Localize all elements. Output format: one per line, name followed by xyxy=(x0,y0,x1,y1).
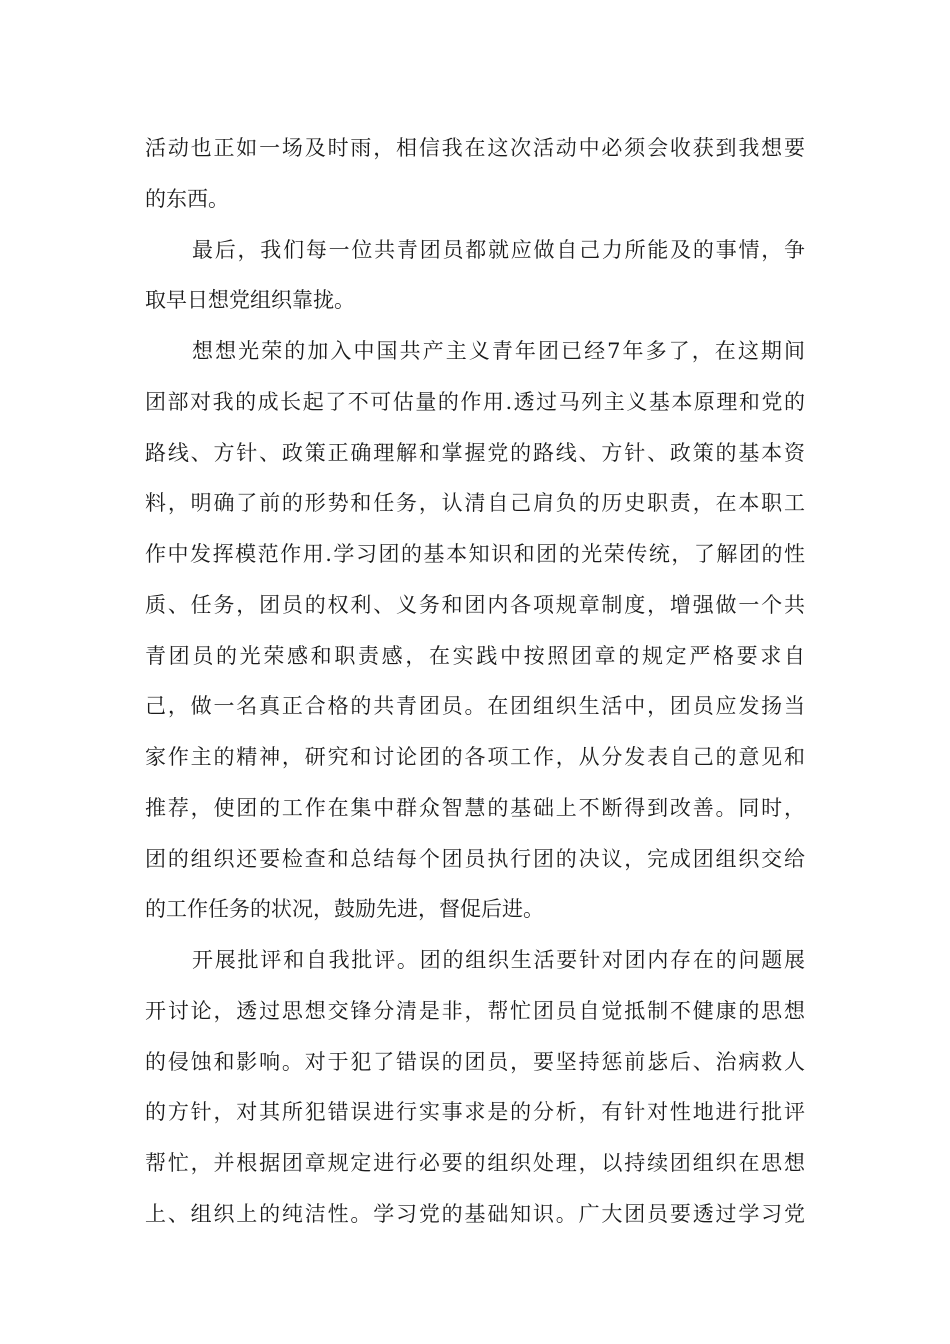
text-line: 青团员的光荣感和职责感，在实践中按照团章的规定严格要求自 xyxy=(145,644,805,668)
text-line: 开展批评和自我批评。团的组织生活要针对团内存在的问题展 xyxy=(192,948,805,972)
text-line: 团部对我的成长起了不可估量的作用.透过马列主义基本原理和党的 xyxy=(145,390,805,414)
text-line: 推荐，使团的工作在集中群众智慧的基础上不断得到改善。同时， xyxy=(145,796,805,820)
text-line: 己，做一名真正合格的共青团员。在团组织生活中，团员应发扬当 xyxy=(145,694,805,718)
text-line: 最后，我们每一位共青团员都就应做自己力所能及的事情，争 xyxy=(192,238,805,262)
text-line: 上、组织上的纯洁性。学习党的基础知识。广大团员要透过学习党 xyxy=(145,1202,805,1226)
text-line: 的东西。 xyxy=(145,187,229,211)
text-line: 家作主的精神，研究和讨论团的各项工作，从分发表自己的意见和 xyxy=(145,745,805,769)
text-line: 开讨论，透过思想交锋分清是非，帮忙团员自觉抵制不健康的思想 xyxy=(145,999,805,1023)
text-line: 作中发挥模范作用.学习团的基本知识和团的光荣传统，了解团的性 xyxy=(145,542,805,566)
text-line: 想想光荣的加入中国共产主义青年团已经7年多了，在这期间 xyxy=(192,339,805,363)
text-line: 活动也正如一场及时雨，相信我在这次活动中必须会收获到我想要 xyxy=(145,136,805,160)
text-line: 的工作任务的状况，鼓励先进，督促后进。 xyxy=(145,897,544,921)
text-line: 的方针，对其所犯错误进行实事求是的分析，有针对性地进行批评 xyxy=(145,1100,805,1124)
text-line: 料，明确了前的形势和任务，认清自己肩负的历史职责，在本职工 xyxy=(145,491,805,515)
text-line: 帮忙，并根据团章规定进行必要的组织处理，以持续团组织在思想 xyxy=(145,1151,805,1175)
text-line: 路线、方针、政策正确理解和掌握党的路线、方针、政策的基本资 xyxy=(145,441,805,465)
text-line: 取早日想党组织靠拢。 xyxy=(145,288,355,312)
text-line: 团的组织还要检查和总结每个团员执行团的决议，完成团组织交给 xyxy=(145,847,805,871)
text-line: 的侵蚀和影响。对于犯了错误的团员，要坚持惩前毖后、治病救人 xyxy=(145,1050,805,1074)
text-line: 质、任务，团员的权利、义务和团内各项规章制度，增强做一个共 xyxy=(145,593,805,617)
